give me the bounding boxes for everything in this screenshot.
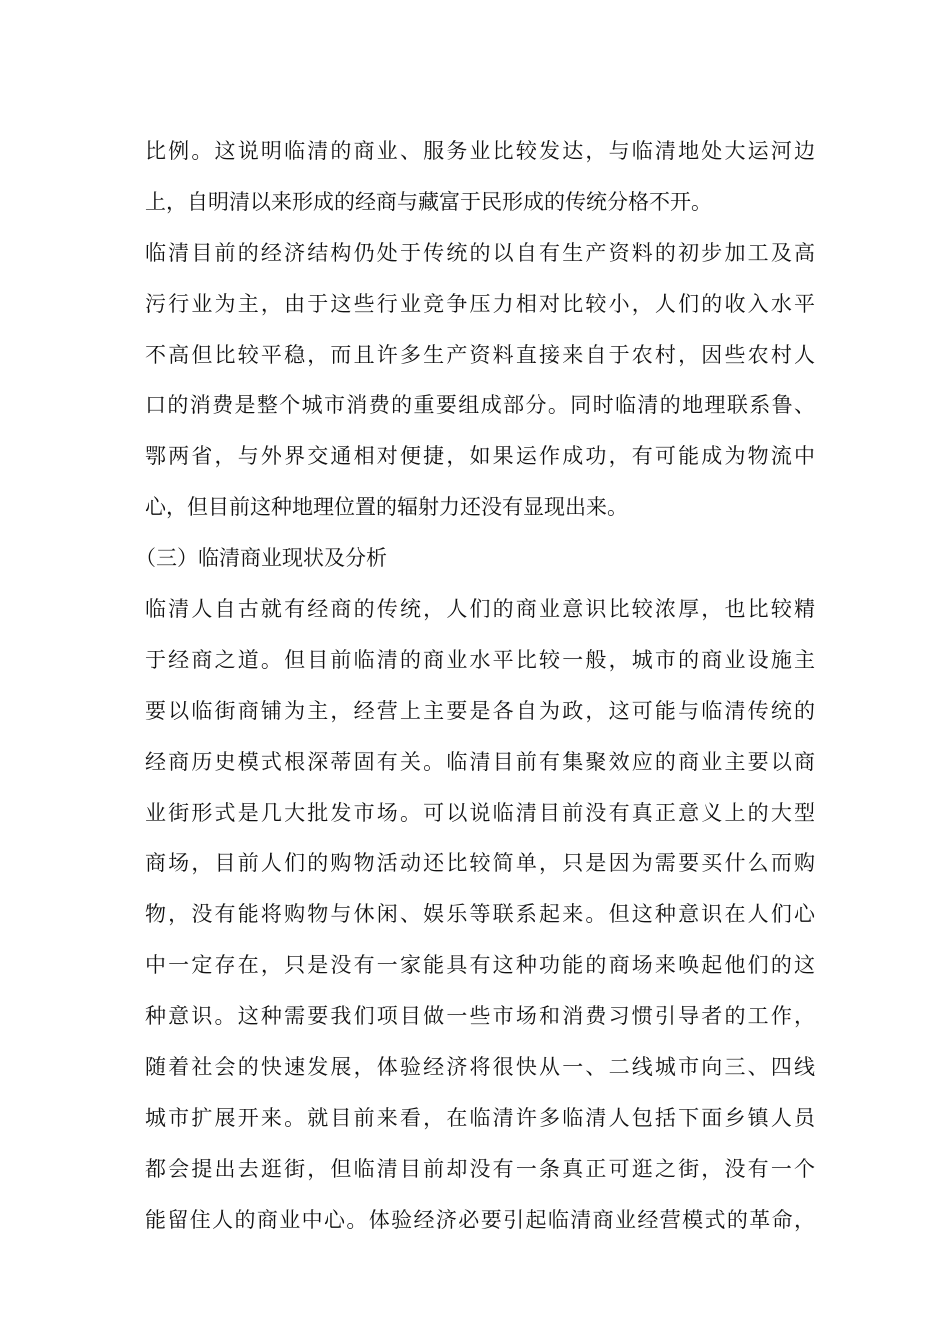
text-line: 临清目前的经济结构仍处于传统的以自有生产资料的初步加工及高 [145,240,815,265]
text-line: 业街形式是几大批发市场。可以说临清目前没有真正意义上的大型 [145,800,815,825]
text-line: 种意识。这种需要我们项目做一些市场和消费习惯引导者的工作， [145,1004,815,1029]
text-line: 物，没有能将购物与休闲、娱乐等联系起来。但这种意识在人们心 [145,902,815,927]
text-line: 于经商之道。但目前临清的商业水平比较一般，城市的商业设施主 [145,647,815,672]
text-line: 要以临街商铺为主，经营上主要是各自为政，这可能与临清传统的 [145,698,815,723]
text-line: 不高但比较平稳，而且许多生产资料直接来自于农村，因些农村人 [145,342,815,367]
section-heading: （三）临清商业现状及分析 [135,546,387,571]
text-line: 随着社会的快速发展，体验经济将很快从一、二线城市向三、四线 [145,1055,815,1080]
text-line: 上，自明清以来形成的经商与藏富于民形成的传统分格不开。 [145,189,712,214]
text-line: 比例。这说明临清的商业、服务业比较发达，与临清地处大运河边 [145,139,815,163]
text-line: 鄂两省，与外界交通相对便捷，如果运作成功，有可能成为物流中 [145,444,815,469]
text-line: 经商历史模式根深蒂固有关。临清目前有集聚效应的商业主要以商 [145,749,815,774]
text-line: 污行业为主，由于这些行业竞争压力相对比较小，人们的收入水平 [145,291,815,316]
text-line: 能留住人的商业中心。体验经济必要引起临清商业经营模式的革命， [145,1207,815,1232]
text-line: 口的消费是整个城市消费的重要组成部分。同时临清的地理联系鲁、 [145,393,815,418]
text-line: 临清人自古就有经商的传统，人们的商业意识比较浓厚，也比较精 [145,597,815,622]
text-line: 心，但目前这种地理位置的辐射力还没有显现出来。 [145,495,628,520]
text-line: 都会提出去逛街，但临清目前却没有一条真正可逛之街，没有一个 [145,1156,815,1181]
document-body [135,126,815,1246]
text-line: 商场，目前人们的购物活动还比较简单，只是因为需要买什么而购 [145,851,815,876]
text-line: 城市扩展开来。就目前来看，在临清许多临清人包括下面乡镇人员 [145,1105,815,1130]
text-line: 中一定存在，只是没有一家能具有这种功能的商场来唤起他们的这 [145,953,815,978]
